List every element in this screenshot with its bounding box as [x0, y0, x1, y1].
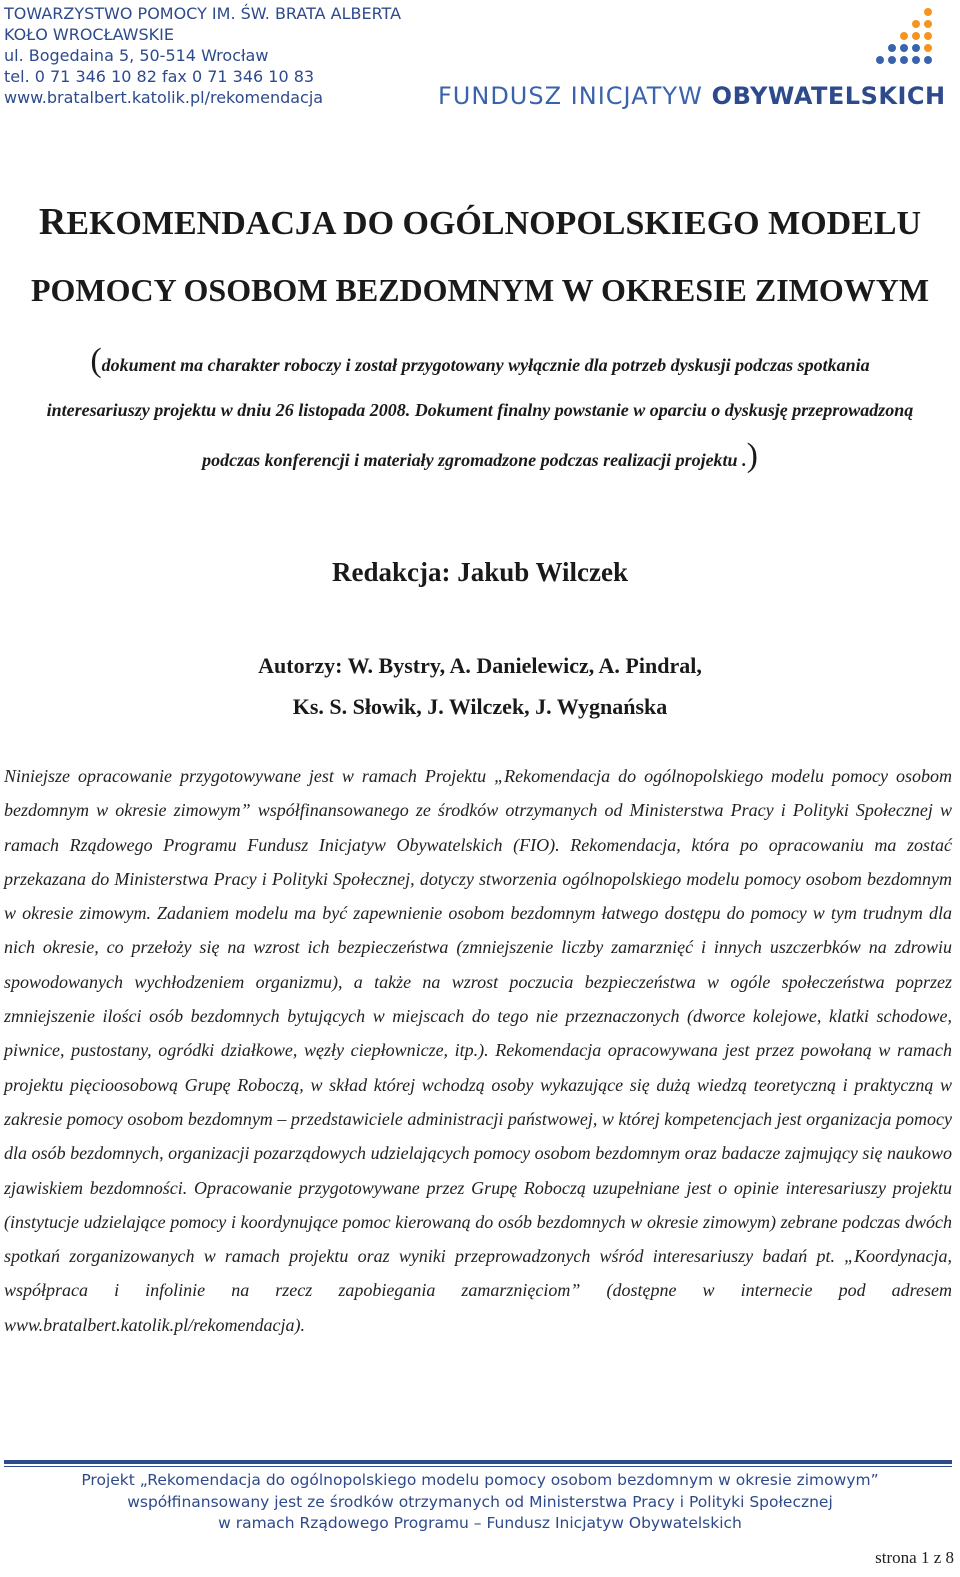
org-phone-fax: tel. 0 71 346 10 82 fax 0 71 346 10 83 — [4, 67, 315, 86]
footer-divider — [4, 1460, 952, 1464]
page-number: strona 1 z 8 — [875, 1548, 954, 1567]
draft-note — [40, 338, 920, 483]
footer — [0, 1470, 960, 1535]
authors-line1: Autorzy: W. Bystry, A. Danielewicz, A. Pindral, — [258, 653, 702, 678]
fio-logo-text — [438, 82, 946, 110]
org-address: ul. Bogedaina 5, 50-514 Wrocław — [4, 46, 269, 65]
footer-line3: w ramach Rządowego Programu – Fundusz Inicjatyw Obywatelskich — [218, 1514, 742, 1532]
editor-line: Redakcja: Jakub Wilczek — [331, 557, 629, 587]
note-text: dokument ma charakter roboczy i został przygotowany wyłącznie dla potrzeb dyskusji podczas spotkania interesariuszy projektu w dniu 26 listopada 2008. Dokument finalny powstanie w oparciu o dyskusję przeprowadzoną podczas konferencji i materiały zgromadzone podczas realizacji projektu . — [46, 355, 914, 470]
footer-line2: współfinansowany jest ze środków otrzymanych od Ministerstwa Pracy i Polityki Społecznej — [127, 1492, 833, 1511]
body-paragraph: Niniejsze opracowanie przygotowywane jest w ramach Projektu „Rekomendacja do ogólnopolskiego modelu pomocy osobom bezdomnym w okresie zimowym” współfinansowanego ze środków otrzymanych od Ministerstwa Pracy i Polityki Społecznej w ramach Rządowego Programu Fundusz Inicjatyw Obywatelskich (FIO). Rekomendacja, która po opracowaniu ma zostać przekazana do Ministerstwa Pracy i Polityki Społecznej, dotyczy stworzenia ogólnopolskiego modelu pomocy osobom bezdomnym w okresie zimowym. Zadaniem modelu ma być zapewnienie osobom bezdomnym łatwego dostępu do pomocy w tym trudnym dla nich okresie, co przełoży się na wzrost ich bezpieczeństwa (zmniejszenie liczby zamarznięć i innych uszczerbków na zdrowiu spowodowanych wychłodzeniem organizmu), a także na wzrost poczucia bezpieczeństwa w ogóle społeczeństwa poprzez zmniejszenie ilości osób bezdomnych bytujących w miejscach do tego nie przeznaczonych (dworce kolejowe, klatki schodowe, piwnice, pustostany, ogródki działkowe, węzły ciepłownicze, itp.). Rekomendacja opracowywana jest przez powołaną w ramach projektu pięcioosobową Grupę Roboczą, w skład której wchodzą osoby wykazujące się dużą wiedzą teoretyczną i praktyczną w zakresie pomocy osobom bezdomnym – przedstawiciele administracji państwowej, w której kompetencjach jest organizacja pomocy dla osób bezdomnych, organizacji pozarządowych udzielających pomocy osobom bezdomnym oraz badacze zajmujący się naukowo zjawiskiem bezdomności. Opracowanie przygotowywane przez Grupę Roboczą uzupełniane jest o opinie interesariuszy projektu (instytucje udzielające pomocy i koordynujące pomoc kierowaną do osób bezdomnych w okresie zimowym) zebrane podczas dwóch spotkań zorganizowanych w ramach projektu oraz wyniki przeprowadzonych wśród interesariuszy badań pt. „Koordynacja, współpraca i infolinie na rzecz zapobiegania zamarznięciom” (dostępne w internecie pod adresem www.bratalbert.katolik.pl/rekomendacja). — [4, 766, 952, 1335]
fio-logo-text-light: FUNDUSZ INICJATYW — [438, 82, 703, 110]
note-close-paren: ) — [746, 437, 758, 474]
fio-logo — [438, 4, 950, 110]
fio-dots-icon — [876, 4, 946, 74]
fio-logo-text-dark: OBYWATELSKICH — [711, 82, 946, 110]
organization-header — [4, 3, 401, 108]
title-line1-rest: EKOMENDACJA DO OGÓLNOPOLSKIEGO MODELU — [66, 205, 922, 242]
authors-line2: Ks. S. Słowik, J. Wilczek, J. Wygnańska — [292, 694, 668, 719]
footer-line1: Projekt „Rekomendacja do ogólnopolskiego modelu pomocy osobom bezdomnym w okresie zimowym” — [81, 1471, 879, 1489]
title-initial: R — [38, 201, 67, 243]
org-name: TOWARZYSTWO POMOCY IM. ŚW. BRATA ALBERTA — [4, 4, 402, 23]
note-open-paren: ( — [90, 342, 102, 379]
authors — [0, 645, 960, 727]
org-website-link[interactable]: www.bratalbert.katolik.pl/rekomendacja — [4, 88, 324, 107]
document-title-line2: POMOCY OSOBOM BEZDOMNYM W OKRESIE ZIMOWYM — [30, 272, 930, 308]
document-title-line1 — [0, 200, 960, 244]
org-branch: KOŁO WROCŁAWSKIE — [4, 25, 174, 44]
footer-divider-thin — [4, 1466, 952, 1467]
